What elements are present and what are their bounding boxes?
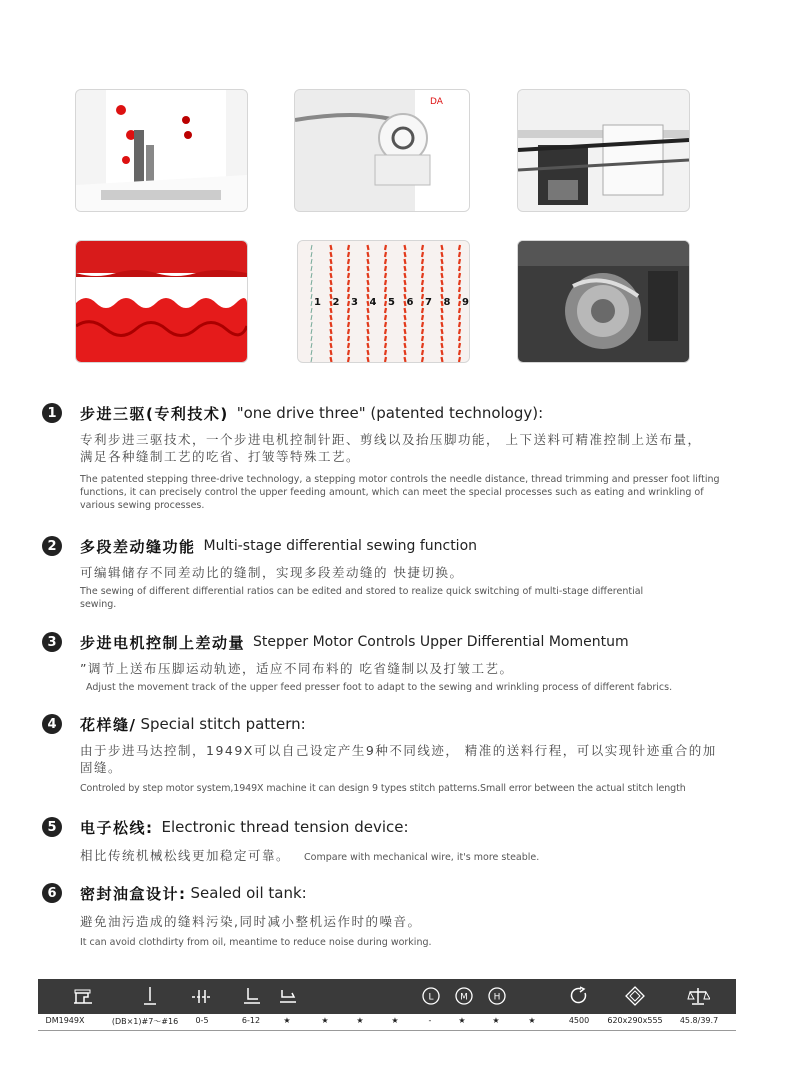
oil-m-icon — [452, 985, 476, 1007]
stitch-segment — [459, 315, 460, 320]
stitch-segment — [442, 287, 443, 292]
stitch-segment — [368, 252, 369, 257]
stitch-segment — [405, 245, 406, 250]
stitch-segment — [385, 308, 386, 313]
feature-title-zh: 多段差动缝功能 — [80, 537, 196, 556]
stitch-segment — [459, 308, 460, 313]
stitch-segment — [442, 315, 443, 320]
stitch-segment — [368, 322, 369, 327]
stitch-segment — [422, 329, 423, 334]
stitch-segment — [331, 301, 332, 306]
stitch-segment — [442, 280, 443, 285]
feature-desc-en: Controled by step motor system,1949X machine it can design 9 types stitch patterns.Small error between the actual stitch length — [80, 783, 686, 794]
feature-desc-en: The patented stepping three-drive technology, a stepping motor controls the needle distance, thread trimming and presser foot lifting functions, it can precisely control the upper feeding amount, which can meet the special processes such as eating and wrinkling of various sewing processes. — [80, 474, 720, 511]
stitch-segment — [385, 315, 386, 320]
stitch-segment — [385, 273, 386, 278]
stitch-segment — [368, 280, 369, 285]
stitch-segment — [368, 336, 369, 341]
stitch-segment — [331, 329, 332, 334]
feature-number-badge: 2 — [42, 536, 62, 556]
stitch-segment — [459, 336, 460, 341]
stitch-segment — [331, 245, 332, 250]
stitch-number-label: 5 — [388, 297, 395, 308]
spec-package-size: 620x290x555 — [607, 1016, 663, 1025]
feature-title-en: Sealed oil tank: — [190, 884, 307, 902]
stitch-segment — [405, 259, 406, 264]
stitch-number-label: 7 — [425, 297, 432, 308]
stitch-segment — [385, 329, 386, 334]
stitch-segment — [348, 322, 349, 327]
stitch-segment — [422, 315, 423, 320]
stitch-segment — [422, 287, 423, 292]
spec-star: ★ — [391, 1016, 399, 1025]
stitch-segment — [422, 301, 423, 306]
stitch-segment — [422, 350, 423, 355]
spec-presser-lift: 6-12 — [241, 1016, 261, 1025]
stitch-segment — [442, 259, 443, 264]
stitch-segment — [459, 343, 460, 348]
feature-desc-zh: 由于步进马达控制，1949X可以自己设定产生9种不同线迹， 精准的送料行程，可以实现针迹重合的加固缝。 — [80, 743, 717, 775]
stitch-segment — [459, 280, 460, 285]
needle-icon — [138, 985, 162, 1007]
stitch-segment — [348, 294, 349, 299]
feature-desc-zh: 专利步进三驱技术，一个步进电机控制针距、剪线以及抬压脚功能， 上下送料可精准控制上送布量，满足各种缝制工艺的吃省、打皱等特殊工艺。 — [80, 432, 702, 464]
stitch-segment — [348, 245, 349, 250]
photo-stepper-motor — [294, 89, 470, 212]
stitch-segment — [331, 322, 332, 327]
spec-star: ★ — [458, 1016, 466, 1025]
feature-number-badge: 5 — [42, 817, 62, 837]
stitch-segment — [385, 322, 386, 327]
photo-presser-foot — [75, 89, 248, 212]
stitch-segment — [405, 294, 406, 299]
feature-title-zh: 电子松线: — [80, 818, 154, 837]
spec-divider — [38, 1030, 736, 1031]
stitch-segment — [385, 301, 386, 306]
feature-1 — [42, 401, 760, 512]
stitch-number-label: 3 — [351, 297, 358, 308]
feature-title-en: "one drive three" (patented technology): — [236, 404, 544, 422]
stitch-number-label: 6 — [406, 297, 414, 308]
stitch-segment — [422, 245, 423, 250]
stitch-segment — [442, 245, 443, 250]
stitch-segment — [385, 336, 386, 341]
stitch-segment — [405, 329, 406, 334]
stitch-segment — [348, 252, 349, 257]
stitch-segment — [459, 287, 460, 292]
stitch-segment — [331, 294, 332, 299]
stitch-segment — [422, 252, 423, 257]
stitch-segment — [348, 350, 349, 355]
stitch-segment — [442, 266, 443, 271]
stitch-segment — [442, 350, 443, 355]
stitch-segment — [422, 294, 423, 299]
stitch-segment — [368, 273, 369, 278]
stitch-segment — [331, 343, 332, 348]
knee-lift-icon — [276, 985, 300, 1007]
stitch-segment — [368, 357, 369, 362]
stitch-segment — [442, 322, 443, 327]
stitch-segment — [459, 294, 460, 299]
stitch-segment — [331, 308, 332, 313]
stitch-segment — [405, 266, 406, 271]
stitch-segment — [385, 280, 386, 285]
stitch-segment — [348, 266, 349, 271]
stitch-segment — [442, 308, 443, 313]
stitch-segment — [442, 336, 443, 341]
spec-star: ★ — [356, 1016, 364, 1025]
oil-m-label: M — [460, 992, 468, 1003]
machine-icon — [71, 985, 95, 1007]
stitch-segment — [405, 252, 406, 257]
stitch-segment — [459, 357, 460, 362]
oil-l-label: L — [428, 992, 434, 1003]
stitch-segment — [405, 280, 406, 285]
stitch-segment — [348, 308, 349, 313]
spec-speed: 4500 — [568, 1016, 590, 1025]
stitch-segment — [368, 329, 369, 334]
stitch-segment — [442, 301, 443, 306]
presser-foot-lift-icon — [240, 985, 264, 1007]
stitch-segment — [405, 287, 406, 292]
stitch-segment — [459, 259, 460, 264]
stitch-segment — [331, 315, 332, 320]
stitch-segment — [331, 287, 332, 292]
stitch-segment — [385, 252, 386, 257]
stitch-segment — [331, 273, 332, 278]
stitch-segment — [385, 245, 386, 250]
spec-icon-bar — [38, 979, 736, 1014]
feature-desc-zh: 可编辑储存不同差动比的缝制，实现多段差动缝的 快捷切换。 — [80, 565, 464, 580]
stitch-segment — [405, 273, 406, 278]
stitch-segment — [368, 315, 369, 320]
stitch-segment — [385, 294, 386, 299]
stitch-segment — [422, 336, 423, 341]
stitch-segment — [405, 308, 406, 313]
stitch-segment — [422, 280, 423, 285]
spec-stitch-length: 0-5 — [195, 1016, 209, 1025]
stitch-segment — [348, 287, 349, 292]
feature-4 — [42, 712, 760, 795]
stitch-segment — [405, 336, 406, 341]
feature-title-zh: 花样缝/ — [80, 715, 137, 734]
stitch-segment — [348, 329, 349, 334]
stitch-segment — [348, 259, 349, 264]
oil-l-icon — [419, 985, 443, 1007]
stitch-segment — [348, 343, 349, 348]
feature-desc-zh: 避免油污造成的缝料污染,同时减小整机运作时的噪音。 — [80, 914, 422, 929]
stitch-segment — [459, 301, 460, 306]
stitch-segment — [348, 336, 349, 341]
stitch-number-label: 2 — [332, 297, 340, 308]
stitch-segment — [385, 343, 386, 348]
feature-title-en: Electronic thread tension device: — [161, 818, 409, 836]
spec-weight: 45.8/39.7 — [679, 1016, 719, 1025]
feature-desc-en: The sewing of different differential ratios can be edited and stored to realize quick switching of multi-stage differential sewing. — [80, 586, 644, 610]
stitch-segment — [348, 357, 349, 362]
stitch-segment — [368, 301, 369, 306]
stitch-segment — [368, 343, 369, 348]
feature-title-en: Stepper Motor Controls Upper Differential Momentum — [253, 634, 629, 650]
stitch-segment — [331, 259, 332, 264]
speed-icon — [567, 985, 591, 1007]
stitch-segment — [422, 308, 423, 313]
feature-title-en: Multi-stage differential sewing function — [203, 538, 478, 554]
svg-text:DA: DA — [430, 97, 443, 107]
spec-star: ★ — [283, 1016, 291, 1025]
stitch-segment — [442, 252, 443, 257]
stitch-segment — [442, 343, 443, 348]
spec-needle: (DB×1)#7～#16 — [111, 1017, 179, 1026]
stitch-number-label: 1 — [314, 297, 321, 308]
stitch-segment — [459, 322, 460, 327]
feature-desc-en: Adjust the movement track of the upper feed presser foot to adapt to the sewing and wrinkling process of different fabrics. — [86, 682, 673, 693]
stitch-segment — [368, 245, 369, 250]
feature-number-badge: 6 — [42, 883, 62, 903]
stitch-segment — [405, 357, 406, 362]
stitch-segment — [331, 252, 332, 257]
spec-star: ★ — [492, 1016, 500, 1025]
stitch-segment — [368, 308, 369, 313]
stitch-segment — [459, 273, 460, 278]
feature-desc-en: Compare with mechanical wire, it's more steable. — [304, 852, 540, 863]
stitch-segment — [368, 294, 369, 299]
feature-number-badge: 4 — [42, 714, 62, 734]
stitch-number-label: 4 — [369, 297, 377, 308]
stitch-segment — [348, 273, 349, 278]
feature-title-zh: 密封油盒设计: — [80, 884, 187, 903]
stitch-segment — [368, 259, 369, 264]
photo-under-bed — [517, 89, 690, 212]
stitch-segment — [405, 350, 406, 355]
stitch-segment — [385, 259, 386, 264]
stitch-segment — [442, 294, 443, 299]
stitch-segment — [331, 266, 332, 271]
stitch-segment — [405, 343, 406, 348]
stitch-segment — [368, 350, 369, 355]
stitch-segment — [368, 287, 369, 292]
feature-title-zh: 步进电机控制上差动量 — [80, 633, 246, 652]
stitch-segment — [331, 280, 332, 285]
stitch-segment — [442, 357, 443, 362]
stitch-segment — [459, 245, 460, 250]
feature-2 — [42, 534, 760, 611]
stitch-segment — [385, 350, 386, 355]
feature-title-en: Special stitch pattern: — [140, 715, 306, 733]
feature-number-badge: 1 — [42, 403, 62, 423]
stitch-segment — [442, 329, 443, 334]
spec-dash: - — [428, 1016, 432, 1025]
stitch-segment — [405, 322, 406, 327]
feature-desc-en: It can avoid clothdirty from oil, meantime to reduce noise during working. — [80, 937, 432, 948]
feature-desc-zh: ”调节上送布压脚运动轨迹，适应不同布料的 吃省缝制以及打皱工艺。 — [80, 661, 514, 676]
spec-model: DM1949X — [45, 1016, 85, 1025]
stitch-segment — [331, 336, 332, 341]
stitch-number-label: 8 — [443, 297, 451, 308]
spec-star: ★ — [528, 1016, 536, 1025]
stitch-segment — [459, 350, 460, 355]
photo-stitch-samples — [297, 240, 470, 363]
stitch-segment — [331, 350, 332, 355]
stitch-segment — [459, 329, 460, 334]
feature-number-badge: 3 — [42, 632, 62, 652]
stitch-segment — [422, 266, 423, 271]
stitch-segment — [459, 252, 460, 257]
feature-desc-line — [80, 847, 760, 864]
stitch-segment — [331, 357, 332, 362]
oil-h-label: H — [493, 992, 501, 1003]
stitch-length-icon — [190, 985, 214, 1007]
stitch-segment — [348, 280, 349, 285]
stitch-segment — [442, 273, 443, 278]
photo-red-fabric — [75, 240, 248, 363]
oil-h-icon — [485, 985, 509, 1007]
stitch-segment — [348, 315, 349, 320]
stitch-segment — [422, 343, 423, 348]
stitch-segment — [422, 357, 423, 362]
stitch-segment — [348, 301, 349, 306]
feature-5 — [42, 815, 760, 864]
stitch-segment — [385, 357, 386, 362]
weight-icon — [686, 985, 710, 1007]
feature-desc-zh: 相比传统机械松线更加稳定可靠。 — [80, 848, 291, 863]
spec-values-row — [38, 1016, 736, 1030]
stitch-segment — [385, 287, 386, 292]
spec-star: ★ — [321, 1016, 329, 1025]
stitch-segment — [368, 266, 369, 271]
stitch-segment — [405, 315, 406, 320]
package-size-icon — [623, 985, 647, 1007]
photo-rotary-hook — [517, 240, 690, 363]
stitch-number-label: 9 — [462, 297, 469, 308]
stitch-segment — [422, 273, 423, 278]
stitch-segment — [405, 301, 406, 306]
stitch-segment — [422, 259, 423, 264]
stitch-segment — [459, 266, 460, 271]
feature-title-zh: 步进三驱(专利技术) — [80, 404, 229, 423]
stitch-segment — [385, 266, 386, 271]
stitch-segment — [422, 322, 423, 327]
feature-3 — [42, 630, 760, 694]
feature-6 — [42, 881, 760, 949]
